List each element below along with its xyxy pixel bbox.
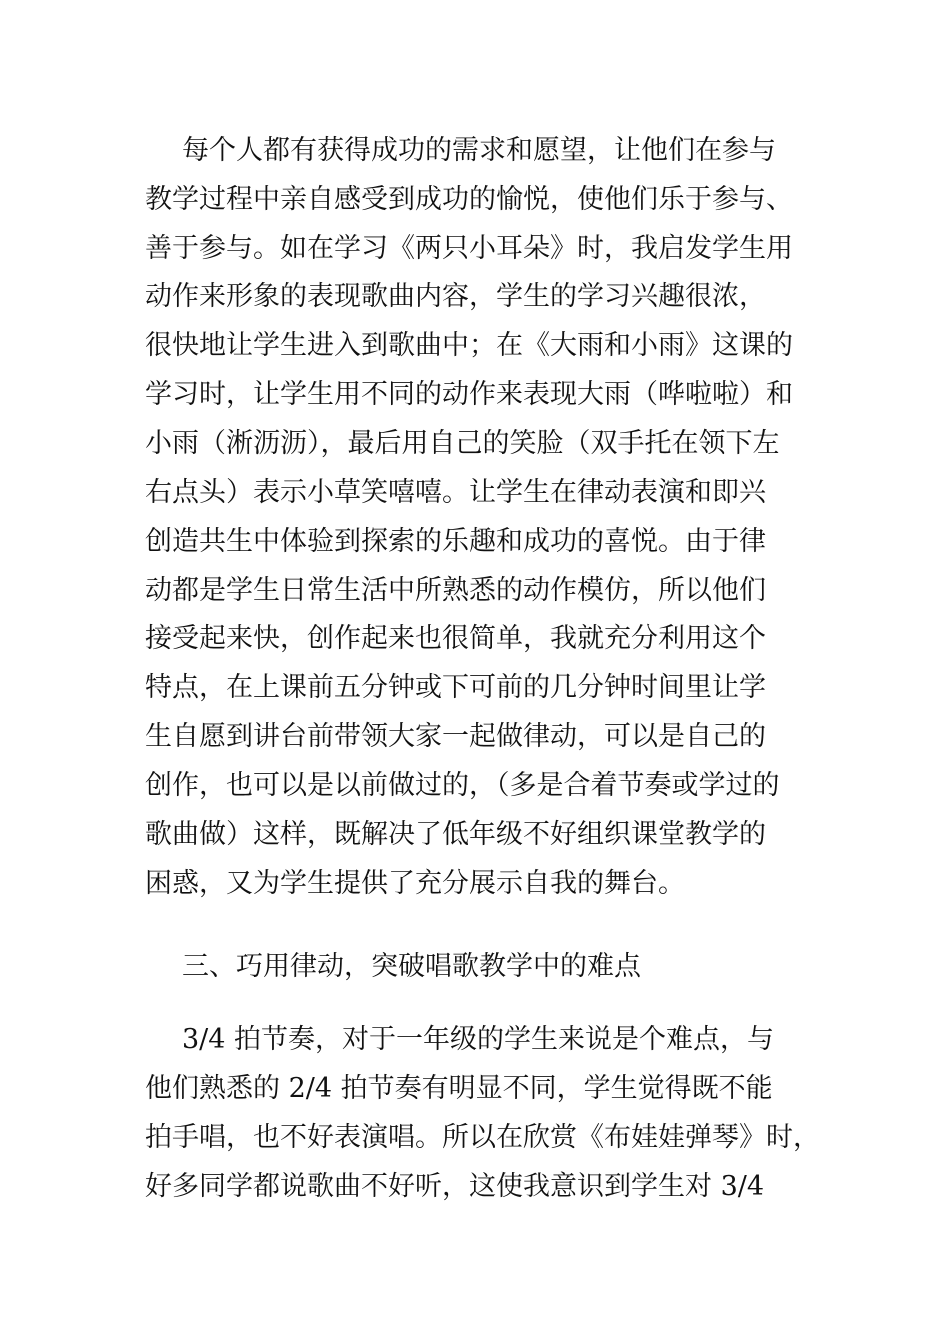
paragraph-1-line-9: 创造共生中体验到探索的乐趣和成功的喜悦。由于律: [145, 526, 766, 557]
paragraph-1-line-14: 创作，也可以是以前做过的，（多是合着节奏或学过的: [145, 770, 780, 801]
section-heading: 三、巧用律动，突破唱歌教学中的难点: [182, 951, 641, 982]
paragraph-1-line-8: 右点头）表示小草笑嘻嘻。让学生在律动表演和即兴: [145, 477, 766, 508]
paragraph-1-line-2: 教学过程中亲自感受到成功的愉悦，使他们乐于参与、: [145, 184, 793, 215]
paragraph-1-line-12: 特点，在上课前五分钟或下可前的几分钟时间里让学: [145, 672, 766, 703]
paragraph-1-line-7: 小雨（淅沥沥），最后用自己的笑脸（双手托在领下左: [145, 428, 780, 459]
paragraph-1-line-3: 善于参与。如在学习《两只小耳朵》时，我启发学生用: [145, 233, 793, 264]
paragraph-2-line-4: 好多同学都说歌曲不好听，这使我意识到学生对 3/4: [145, 1171, 765, 1202]
paragraph-1-line-13: 生自愿到讲台前带领大家一起做律动，可以是自己的: [145, 721, 766, 752]
paragraph-1-line-4: 动作来形象的表现歌曲内容，学生的学习兴趣很浓，: [145, 281, 766, 312]
paragraph-1-line-15: 歌曲做）这样，既解决了低年级不好组织课堂教学的: [145, 819, 766, 850]
paragraph-2-line-2: 他们熟悉的 2/4 拍节奏有明显不同，学生觉得既不能: [145, 1073, 773, 1104]
paragraph-1-line-6: 学习时，让学生用不同的动作来表现大雨（哗啦啦）和: [145, 379, 793, 410]
paragraph-2-line-1: 3/4 拍节奏，对于一年级的学生来说是个难点，与: [182, 1024, 775, 1055]
paragraph-1-line-1: 每个人都有获得成功的需求和愿望，让他们在参与: [182, 135, 776, 166]
paragraph-1-line-16: 困惑，又为学生提供了充分展示自我的舞台。: [145, 868, 685, 899]
paragraph-2-line-3: 拍手唱，也不好表演唱。所以在欣赏《布娃娃弹琴》时，: [145, 1122, 820, 1153]
paragraph-1-line-10: 动都是学生日常生活中所熟悉的动作模仿，所以他们: [145, 575, 766, 606]
paragraph-1-line-5: 很快地让学生进入到歌曲中；在《大雨和小雨》这课的: [145, 330, 793, 361]
paragraph-1-line-11: 接受起来快，创作起来也很简单，我就充分利用这个: [145, 623, 766, 654]
